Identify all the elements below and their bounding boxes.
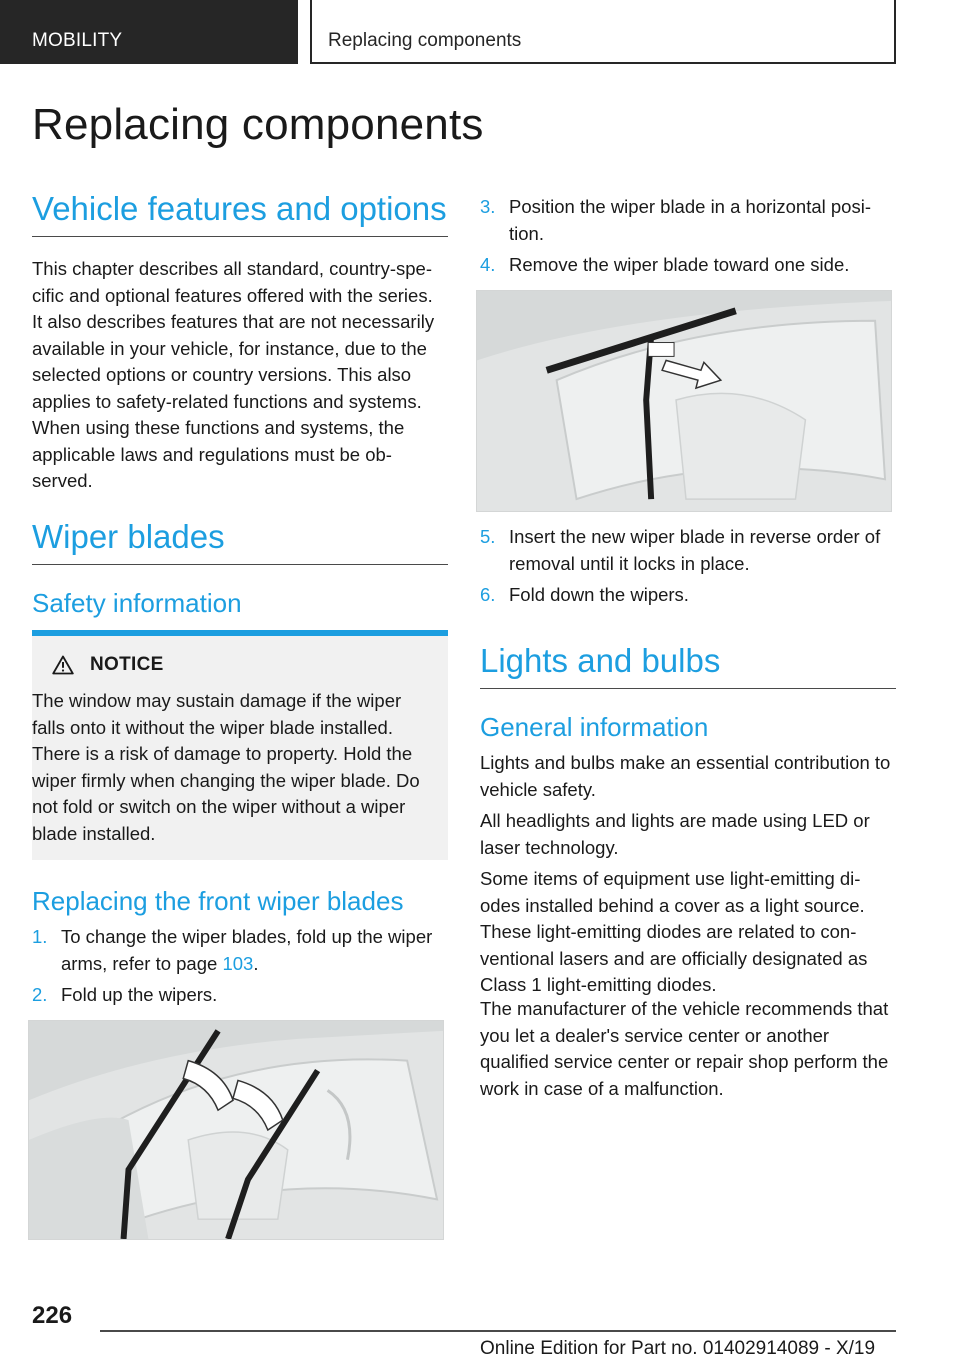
step-number: 4. xyxy=(480,254,496,275)
step-5 xyxy=(480,524,896,577)
page-number: 226 xyxy=(32,1302,73,1329)
lights-heading: Lights and bulbs xyxy=(480,642,896,689)
step-text: Remove the wiper blade toward one side. xyxy=(509,254,850,275)
chapter-tab xyxy=(0,0,298,64)
wiper-remove-illustration xyxy=(476,290,892,512)
lights-paragraph-2: All headlights and lights are made using LED or laser technology. xyxy=(480,810,870,858)
chapter-label: MOBILITY xyxy=(32,30,123,51)
wiper-blades-heading: Wiper blades xyxy=(32,518,448,565)
section-label: Replacing components xyxy=(328,30,522,51)
page-title: Replacing components xyxy=(32,100,484,149)
footer-divider xyxy=(100,1330,896,1332)
warning-triangle-icon xyxy=(52,655,74,675)
front-wiper-heading: Replacing the front wiper blades xyxy=(32,886,404,916)
step-number: 1. xyxy=(32,926,48,947)
wiper-fold-up-illustration xyxy=(28,1020,444,1240)
step-text: Insert the new wiper blade in reverse order of removal until it locks in place. xyxy=(509,526,881,574)
vehicle-features-body: This chapter describes all standard, country-spe-cific and optional features offered with the series. It also describes features that are not necessarily available in your vehicle, for instance, due to the selected options or country versions. This also applies to safety-related functions and systems. When using these functions and systems, the applicable laws and regulations must be ob-served. xyxy=(32,258,435,491)
step-4 xyxy=(480,252,896,279)
edition-note: Online Edition for Part no. 01402914089 - X/19 xyxy=(480,1338,876,1359)
page-reference-link[interactable]: 103 xyxy=(222,952,254,974)
notice-header xyxy=(52,654,164,676)
section-tab xyxy=(310,0,896,64)
step-number: 5. xyxy=(480,526,496,547)
general-info-heading: General information xyxy=(480,712,709,742)
notice-label: NOTICE xyxy=(90,654,164,675)
lights-paragraph-4: The manufacturer of the vehicle recommends that you let a dealer's service center or another qualified service center or repair shop perform the work in case of a malfunction. xyxy=(480,998,889,1099)
step-6 xyxy=(480,582,896,609)
vehicle-features-heading: Vehicle features and options xyxy=(32,190,448,237)
step-text: Fold down the wipers. xyxy=(509,584,689,605)
lights-paragraph-1: Lights and bulbs make an essential contribution to vehicle safety. xyxy=(480,752,891,800)
step-2 xyxy=(32,982,448,1009)
step-number: 6. xyxy=(480,584,496,605)
step-number: 2. xyxy=(32,984,48,1005)
step-text: Position the wiper blade in a horizontal posi-tion. xyxy=(509,196,871,244)
step-text: Fold up the wipers. xyxy=(61,984,218,1005)
lights-paragraph-3: Some items of equipment use light-emitting di-odes installed behind a cover as a light source. These light-emitting diodes are related to con-ventional lasers and are officially designated as Class 1 light-emitting diodes. xyxy=(480,868,868,995)
step-1: 1. To change the wiper blades, fold up the wiper arms, refer to page 103. xyxy=(32,926,433,974)
step-3 xyxy=(480,194,896,247)
step-number: 3. xyxy=(480,196,496,217)
notice-body: The window may sustain damage if the wiper falls onto it without the wiper blade installed. There is a risk of damage to property. Hold the wiper firmly when changing the wiper blade. Do not fold or switch on the wiper without a wiper blade installed. xyxy=(32,690,420,844)
notice-box xyxy=(32,630,448,860)
safety-info-heading: Safety information xyxy=(32,588,242,618)
step-text: To change the wiper blades, fold up the wiper arms, refer to page xyxy=(61,926,433,974)
